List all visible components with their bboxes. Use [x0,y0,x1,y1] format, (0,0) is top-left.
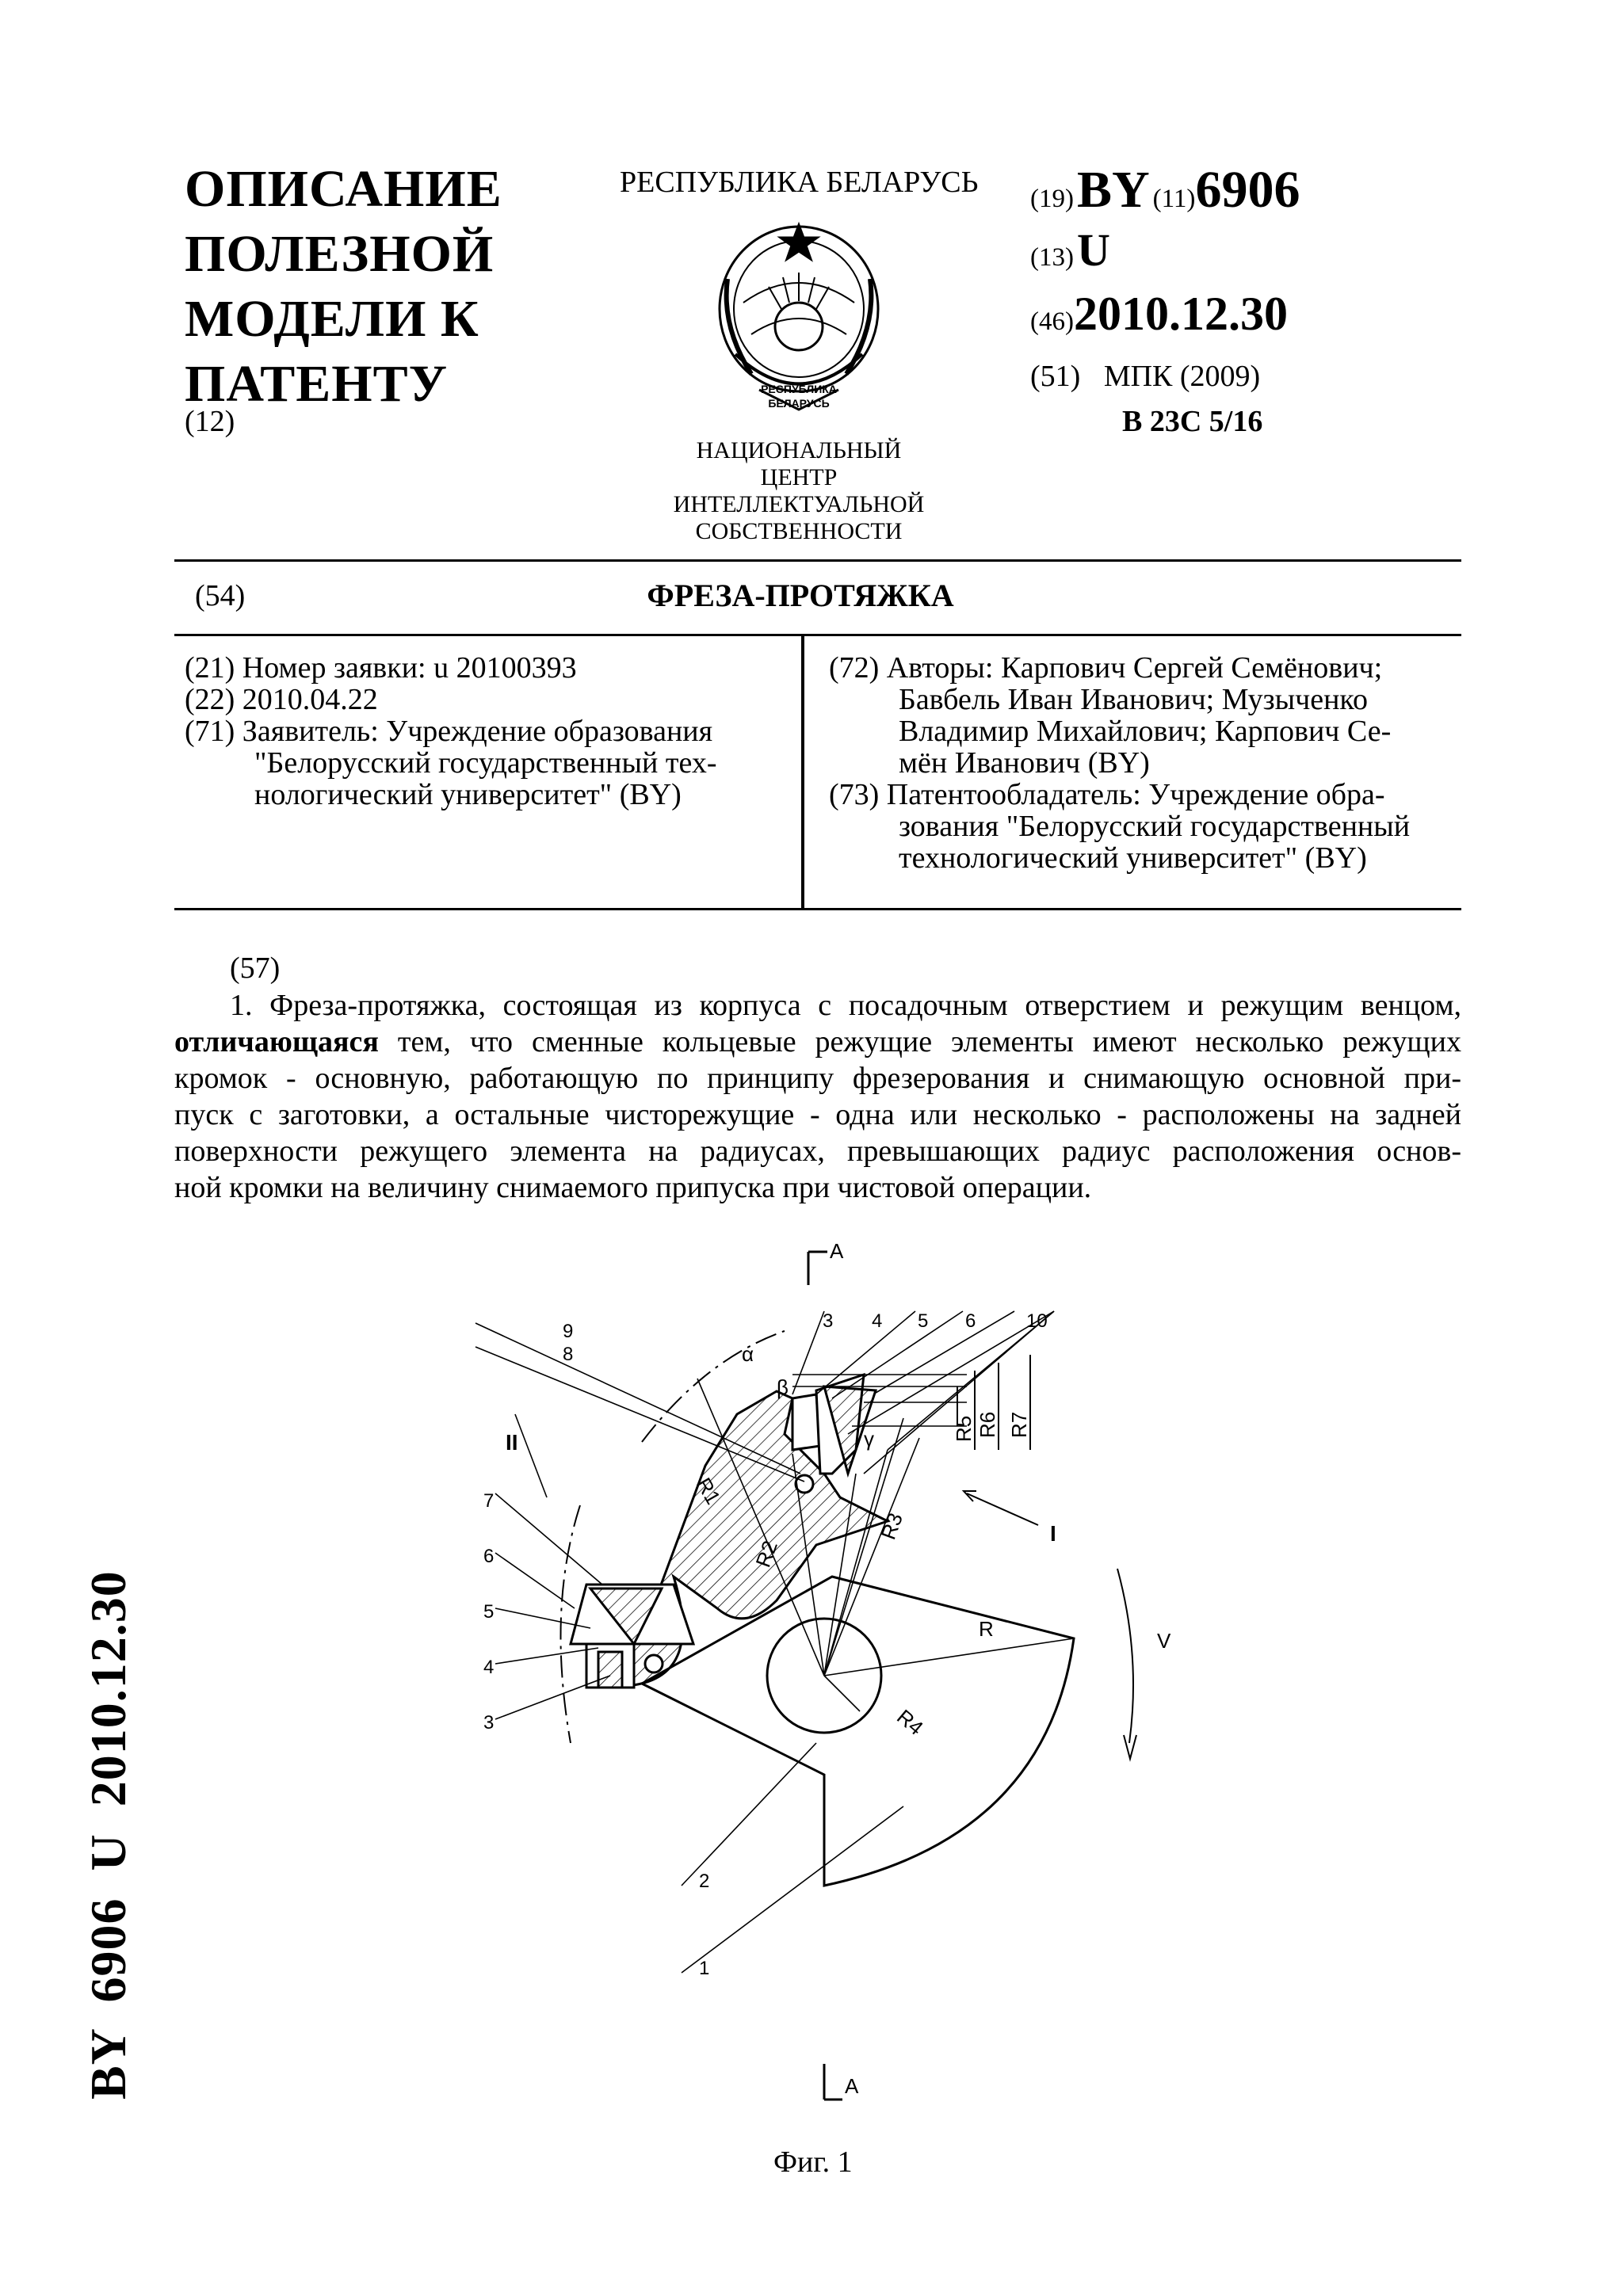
biblio-71-cont-1: "Белорусский государственный тех- [254,746,717,780]
office-line-1: НАЦИОНАЛЬНЫЙ ЦЕНТР [696,437,902,490]
biblio-72: (72) Авторы: Карпович Сергей Семёнович; [829,651,1383,685]
label-view-I: I [1050,1521,1056,1546]
label-view-II: II [506,1430,518,1455]
label-4-top: 4 [872,1310,883,1332]
code-51: (51) [1030,360,1081,393]
radius-R1: R1 [691,1474,726,1508]
label-2: 2 [699,1871,710,1892]
abstract-line-5: поверхности режущего элемента на радиусах, превышающих радиус расположения основ- [174,1135,1461,1168]
office-line-2: ИНТЕЛЛЕКТУАЛЬНОЙ [673,491,925,517]
invention-title: ФРЕЗА-ПРОТЯЖКА [647,578,954,613]
code-57: (57) [230,952,281,985]
header-title [185,157,502,417]
doc-kind: U [1076,224,1110,276]
radius-R3: R3 [876,1509,908,1543]
biblio-73-cont-2: технологический университет" (BY) [899,841,1367,875]
emblem-text-2: БЕЛАРУСЬ [768,397,830,410]
section-label-top: A [830,1239,844,1263]
emblem-text-1: РЕСПУБЛИКА [761,383,837,395]
label-4-left: 4 [483,1657,495,1678]
rule-bottom [174,908,1461,910]
biblio-divider [801,634,804,910]
office-line-3: СОБСТВЕННОСТИ [695,518,903,544]
label-6-left: 6 [483,1546,495,1567]
label-5-left: 5 [483,1601,495,1623]
biblio-71: (71) Заявитель: Учреждение образования [185,715,713,748]
label-6-top: 6 [965,1310,976,1332]
label-10: 10 [1026,1310,1048,1332]
abstract-line-1: 1. Фреза-протяжка, состоящая из корпуса с посадочным отверстием и режущим венцом, [230,989,1461,1022]
biblio-left [185,652,803,810]
label-7: 7 [483,1490,495,1512]
angle-alpha: α [742,1342,754,1366]
biblio-21: (21) Номер заявки: u 20100393 [185,651,577,685]
rule-top [174,559,1461,562]
biblio-22: (22) 2010.04.22 [185,683,378,716]
abstract-line-3: кромок - основную, работающую по принципу фрезерования и снимающую основной при- [174,1062,1461,1095]
bottom-leaders [682,1743,903,1973]
country-name: РЕСПУБЛИКА БЕЛАРУСЬ [620,166,979,199]
figure-caption: Фиг. 1 [773,2145,853,2179]
label-velocity: V [1157,1629,1171,1653]
biblio-72-cont-3: мён Иванович (BY) [899,746,1150,780]
label-3-left: 3 [483,1712,495,1733]
state-emblem [704,215,894,429]
code-row-19 [1030,160,1300,220]
label-5-top: 5 [918,1310,929,1332]
code-row-13 [1030,223,1110,277]
figure-drawing [444,1236,1268,2147]
code-row-51 [1030,358,1260,395]
radius-R6: R6 [976,1411,999,1438]
rule-middle [174,634,1461,636]
abstract-line-4: пуск с заготовки, а остальные чисторежущие - одна или несколько - расположены на задней [174,1098,1461,1131]
office-name [664,437,934,545]
label-3-top: 3 [823,1310,834,1332]
biblio-73: (73) Патентообладатель: Учреждение обра- [829,778,1385,811]
title-line-3: МОДЕЛИ К [185,290,479,348]
angle-beta: β [777,1375,789,1399]
abstract-line-2-rest: тем, что сменные кольцевые режущие элементы имеют несколько режущих [378,1025,1461,1058]
code-13: (13) [1030,243,1074,272]
biblio-right [829,652,1455,874]
view-arrow-right [964,1491,1038,1525]
radius-R: R [979,1617,994,1641]
angle-gamma: γ [864,1427,874,1451]
abstract-bold: отличающаяся [174,1025,379,1058]
country-code: BY [1076,161,1150,219]
velocity-arrow [1117,1569,1133,1743]
cutter-body [642,1577,1074,1886]
section-mark-top [808,1252,827,1285]
section-label-bottom: A [845,2074,859,2098]
biblio-73-cont-1: зования "Белорусский государственный [899,810,1411,843]
radius-R5: R5 [952,1415,976,1442]
label-9: 9 [563,1321,574,1342]
biblio-72-cont-2: Владимир Михайлович; Карпович Се- [899,715,1392,748]
label-8: 8 [563,1344,574,1365]
code-54: (54) [195,579,246,612]
title-line-1: ОПИСАНИЕ [185,160,502,218]
biblio-72-cont-1: Бавбель Иван Иванович; Музыченко [899,683,1368,716]
left-cutting-element [571,1585,693,1688]
abstract-text [174,987,1461,1206]
section-mark-bottom [824,2064,842,2100]
radius-R7: R7 [1007,1411,1031,1438]
title-line-4: ПАТЕНТУ [185,355,449,413]
code-46: (46) [1030,307,1074,336]
abstract-line-6: ной кромки на величину снимаемого припуска при чистовой операции. [174,1171,1092,1204]
radius-R4: R4 [892,1704,928,1740]
abstract-line-2 [174,1024,1461,1060]
label-1: 1 [699,1958,710,1979]
biblio-71-cont-2: нологический университет" (BY) [254,778,682,811]
radius-R2: R2 [750,1537,783,1571]
ipc-class: B 23C 5/16 [1122,405,1263,438]
side-identifier: BY 6906 U 2010.12.30 [80,1570,136,2100]
title-line-2: ПОЛЕЗНОЙ [185,225,495,283]
code-11: (11) [1152,185,1196,213]
ipc-label: МПК (2009) [1103,360,1261,393]
patent-number: 6906 [1195,161,1300,219]
code-19: (19) [1030,185,1074,213]
code-row-46 [1030,287,1288,341]
kind-code: (12) [185,405,235,438]
pub-date: 2010.12.30 [1073,288,1288,340]
